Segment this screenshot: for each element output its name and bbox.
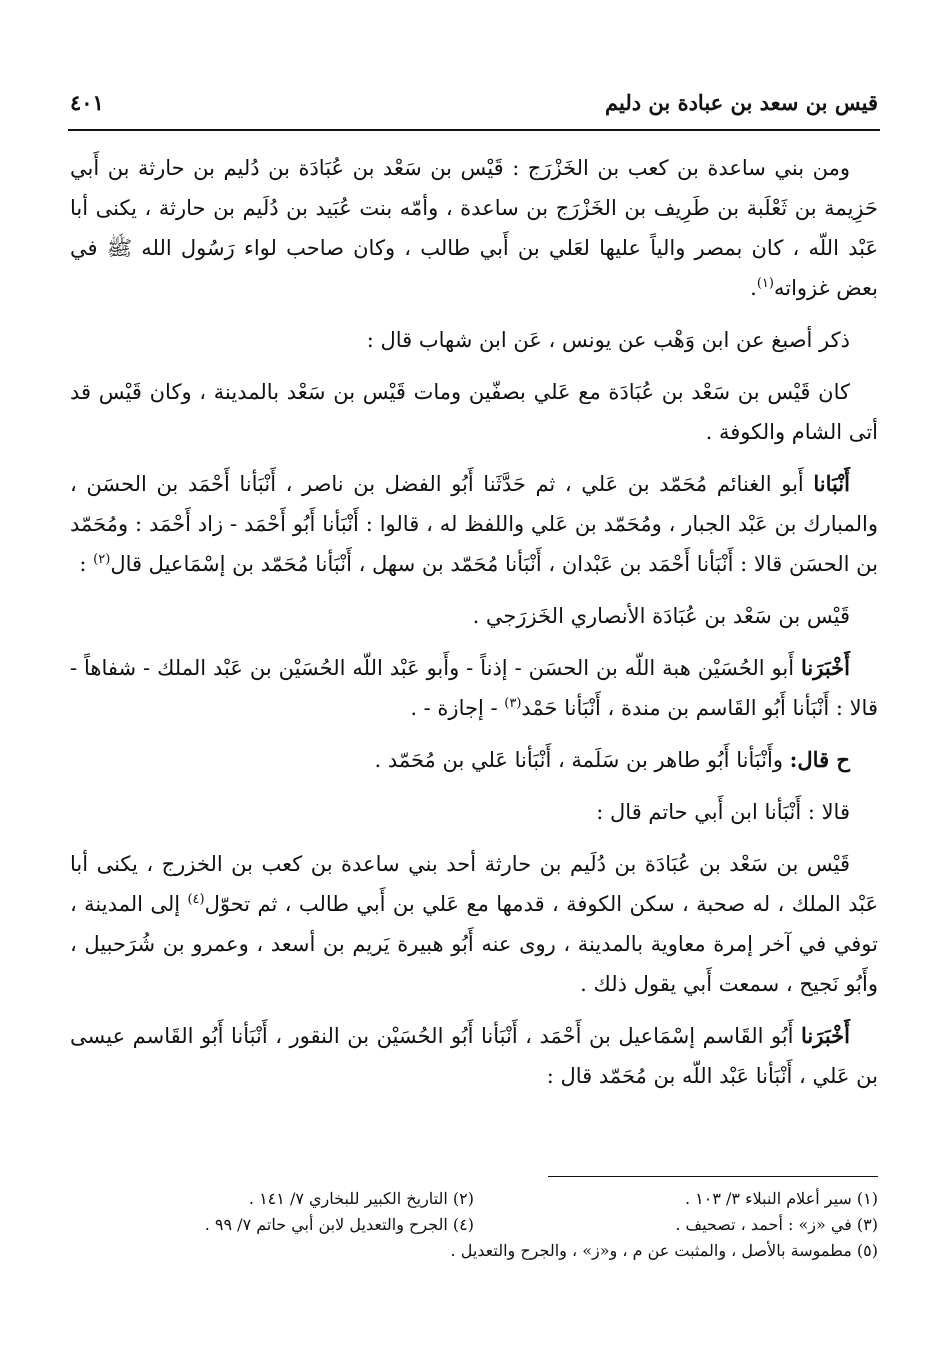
footnote-3: (٣) في «ز» : أحمد ، تصحيف .: [675, 1215, 878, 1234]
paragraph-5: [70, 596, 878, 636]
page-header: [70, 88, 878, 124]
isnad-lead-word: ح قال:: [789, 747, 850, 772]
footnote-4: (٤) الجرح والتعديل لابن أبي حاتم ٧/ ٩٩ .: [204, 1215, 474, 1234]
main-text: [70, 148, 878, 1108]
paragraph-7: [70, 740, 878, 780]
paragraph-text: قَيْس بن سَعْد بن عُبَادَة بن دُلَيم بن حارثة أحد بني ساعدة بن كعب بن الخزرج ، يكنى أبا عَبْد الملك ، له صحبة ، سكن الكوفة ، قدمها مع عَلي بن أَبي طالب ، ثم تحوّل: [70, 852, 878, 916]
paragraph-text: كان قَيْس بن سَعْد بن عُبَادَة مع عَلي بصفّين ومات قَيْس بن سَعْد بالمدينة ، وكان قَيْس قد أتى الشام والكوفة .: [70, 380, 878, 444]
running-title: قيس بن سعد بن عبادة بن دليم: [605, 90, 878, 115]
isnad-lead-word: أَخْبَرَنا: [801, 1023, 850, 1048]
footnote-ref: (١): [756, 276, 774, 291]
paragraph-1: [70, 148, 878, 308]
paragraph-10: [70, 1016, 878, 1096]
paragraph-4: [70, 464, 878, 584]
footnote-1: (١) سير أعلام النبلاء ٣/ ١٠٣ .: [684, 1189, 878, 1208]
paragraph-6: [70, 648, 878, 728]
isnad-lead-word: أَنْبَانا: [813, 471, 850, 496]
paragraph-tail: - إجازة - .: [410, 696, 505, 720]
paragraph-text: وأَنْبَأنا أَبُو طاهر بن سَلَمة ، أَنْبَأنا عَلي بن مُحَمّد .: [374, 748, 790, 772]
footnote-ref: (٤): [187, 892, 205, 907]
footnote-ref: (٢): [93, 552, 111, 567]
paragraph-9: [70, 844, 878, 1004]
paragraph-2: [70, 320, 878, 360]
footnote-5: (٥) مطموسة بالأصل ، والمثبت عن م ، و«ز» ، والجرح والتعديل .: [450, 1241, 878, 1260]
paragraph-tail: .: [750, 276, 757, 300]
paragraph-text: قالا : أَنْبَأنا ابن أَبي حاتم قال :: [596, 800, 850, 824]
paragraph-text: ذكر أصبغ عن ابن وَهْب عن يونس ، عَن ابن شهاب قال :: [366, 328, 850, 352]
footnote-ref: (٣): [504, 696, 522, 711]
paragraph-8: [70, 792, 878, 832]
footnote-2: (٢) التاريخ الكبير للبخاري ٧/ ١٤١ .: [248, 1189, 474, 1208]
footnote-row: [70, 1238, 878, 1264]
paragraph-text: أَبو الحُسَيْن هبة اللّه بن الحسَن - إذناً - وأَبو عَبْد اللّه الحُسَيْن بن عَبْد الملك - شفاهاً - قالا : أَنْبَأنا أَبُو القَاسم بن مندة ، أَنْبَأنا حَمْد: [70, 656, 878, 720]
paragraph-text: قَيْس بن سَعْد بن عُبَادَة الأنصاري الخَزرَجي .: [472, 604, 850, 628]
footnotes: [70, 1186, 878, 1264]
isnad-lead-word: أَخْبَرَنا: [801, 655, 850, 680]
paragraph-text: ومن بني ساعدة بن كعب بن الخَزْرَج : قَيْس بن سَعْد بن عُبَادَة بن دُليم بن حارثة بن أَبي حَزِيمة بن ثَعْلَبة بن طَرِيف بن الخَزْرَج بن ساعدة ، وأمّه بنت عُبَيد بن دُلَيم بن حارثة ، يكنى أبا عَبْد اللّه ، كان بمصر والياً عليها لعَلي بن أَبي طالب ، وكان صاحب لواء رَسُول الله ﷺ في بعض غزواته: [70, 156, 878, 300]
footnote-row: [70, 1186, 878, 1212]
paragraph-tail: إلى المدينة ، توفي في آخر إمرة معاوية بالمدينة ، روى عنه أَبُو هبيرة يَريم بن أسعد ، وعمرو بن شُرَحبيل ، وأَبُو نَجيح ، سمعت أَبي يقول ذلك .: [70, 892, 878, 996]
paragraph-3: [70, 372, 878, 452]
paragraph-text: أَبو الغنائم مُحَمّد بن عَلي ، ثم حَدَّثَنا أَبُو الفضل بن ناصر ، أَنْبَأنا أَحْمَد بن الحسَن ، والمبارك بن عَبْد الجبار ، ومُحَمّد بن عَلي واللفظ له ، قالوا : أَنْبَأنا أَبُو أَحْمَد - زاد أَحْمَد : ومُحَمّد بن الحسَن قالا : أَنْبَأنا أَحْمَد بن عَبْدان ، أَنْبَأنا مُحَمّد بن سهل ، أَنْبَأنا مُحَمّد بن إسْمَاعيل قال: [70, 472, 878, 576]
footnote-rule: [548, 1176, 878, 1177]
paragraph-tail: :: [79, 552, 94, 576]
page-number: ٤٠١: [70, 90, 104, 115]
header-rule: [68, 129, 880, 131]
paragraph-text: أَبُو القَاسم إسْمَاعيل بن أَحْمَد ، أَنْبَأنا أَبُو الحُسَيْن بن النقور ، أَنْبَأنا أَبُو القَاسم عيسى بن عَلي ، أَنْبَأنا عَبْد اللّه بن مُحَمّد قال :: [70, 1024, 878, 1088]
footnote-row: [70, 1212, 878, 1238]
